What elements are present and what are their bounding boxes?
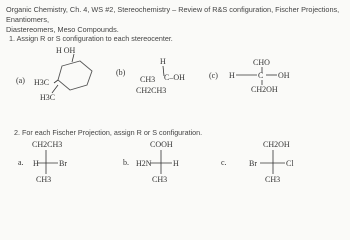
problem-2a-right: Br [59, 159, 67, 168]
problem-2a-left: H [33, 159, 39, 168]
problem-1c-left: H [229, 71, 235, 80]
problem-1a-methyl-bottom: H3C [40, 93, 56, 102]
problem-2c-right: Cl [286, 159, 294, 168]
header-line-1: Organic Chemistry, Ch. 4, WS #2, Stereochemistry – Review of R&S configuration, Fischer Projections, Enantiomers, [6, 5, 340, 24]
problem-2c-label: c. [221, 158, 227, 167]
problem-1b-c-oh: C–OH [164, 73, 185, 82]
problem-1a-structure [0, 44, 110, 106]
problem-1b-label: (b) [116, 68, 126, 77]
question-1-prompt: 1. Assign R or S configuration to each stereocenter. [9, 34, 173, 43]
header-line-2: Diastereomers, Meso Compounds. [6, 25, 119, 34]
question-2-prompt: 2. For each Fischer Projection, assign R or S configuration. [14, 128, 203, 137]
cyclohexane-ring [58, 61, 92, 90]
problem-1c-right: OH [278, 71, 290, 80]
problem-2c-fischer [215, 138, 325, 186]
problem-1c-label: (c) [209, 71, 218, 80]
worksheet-header [6, 5, 348, 35]
problem-2c-bottom: CH3 [265, 175, 281, 184]
problem-2c-top: CH2OH [263, 140, 290, 149]
problem-1b-methyl: CH3 [140, 75, 156, 84]
problem-1b-hydrogen: H [160, 57, 166, 66]
problem-1c-top: CHO [253, 58, 270, 67]
problem-2b-label: b. [123, 158, 129, 167]
problem-2c-left: Br [249, 159, 257, 168]
problem-2b-left: H2N [136, 159, 152, 168]
problem-1c-structure [205, 50, 325, 112]
problem-1a-label: (a) [16, 76, 25, 85]
problem-2a-fischer [0, 138, 110, 186]
problem-2b-fischer [110, 138, 220, 186]
svg-text:C: C [258, 71, 264, 80]
problem-1c-bottom: CH2OH [251, 85, 278, 94]
problem-2a-label: a. [18, 158, 24, 167]
problem-2b-right: H [173, 159, 179, 168]
problem-1a-methyl-left: H3C [34, 78, 50, 87]
problem-2a-bottom: CH3 [36, 175, 52, 184]
problem-2a-top: CH2CH3 [32, 140, 63, 149]
problem-1b-structure [112, 54, 212, 104]
problem-2b-bottom: CH3 [152, 175, 168, 184]
problem-2b-top: COOH [150, 140, 173, 149]
problem-1b-ethyl: CH2CH3 [136, 86, 167, 95]
problem-1a-top-substituents: H OH [56, 46, 76, 55]
